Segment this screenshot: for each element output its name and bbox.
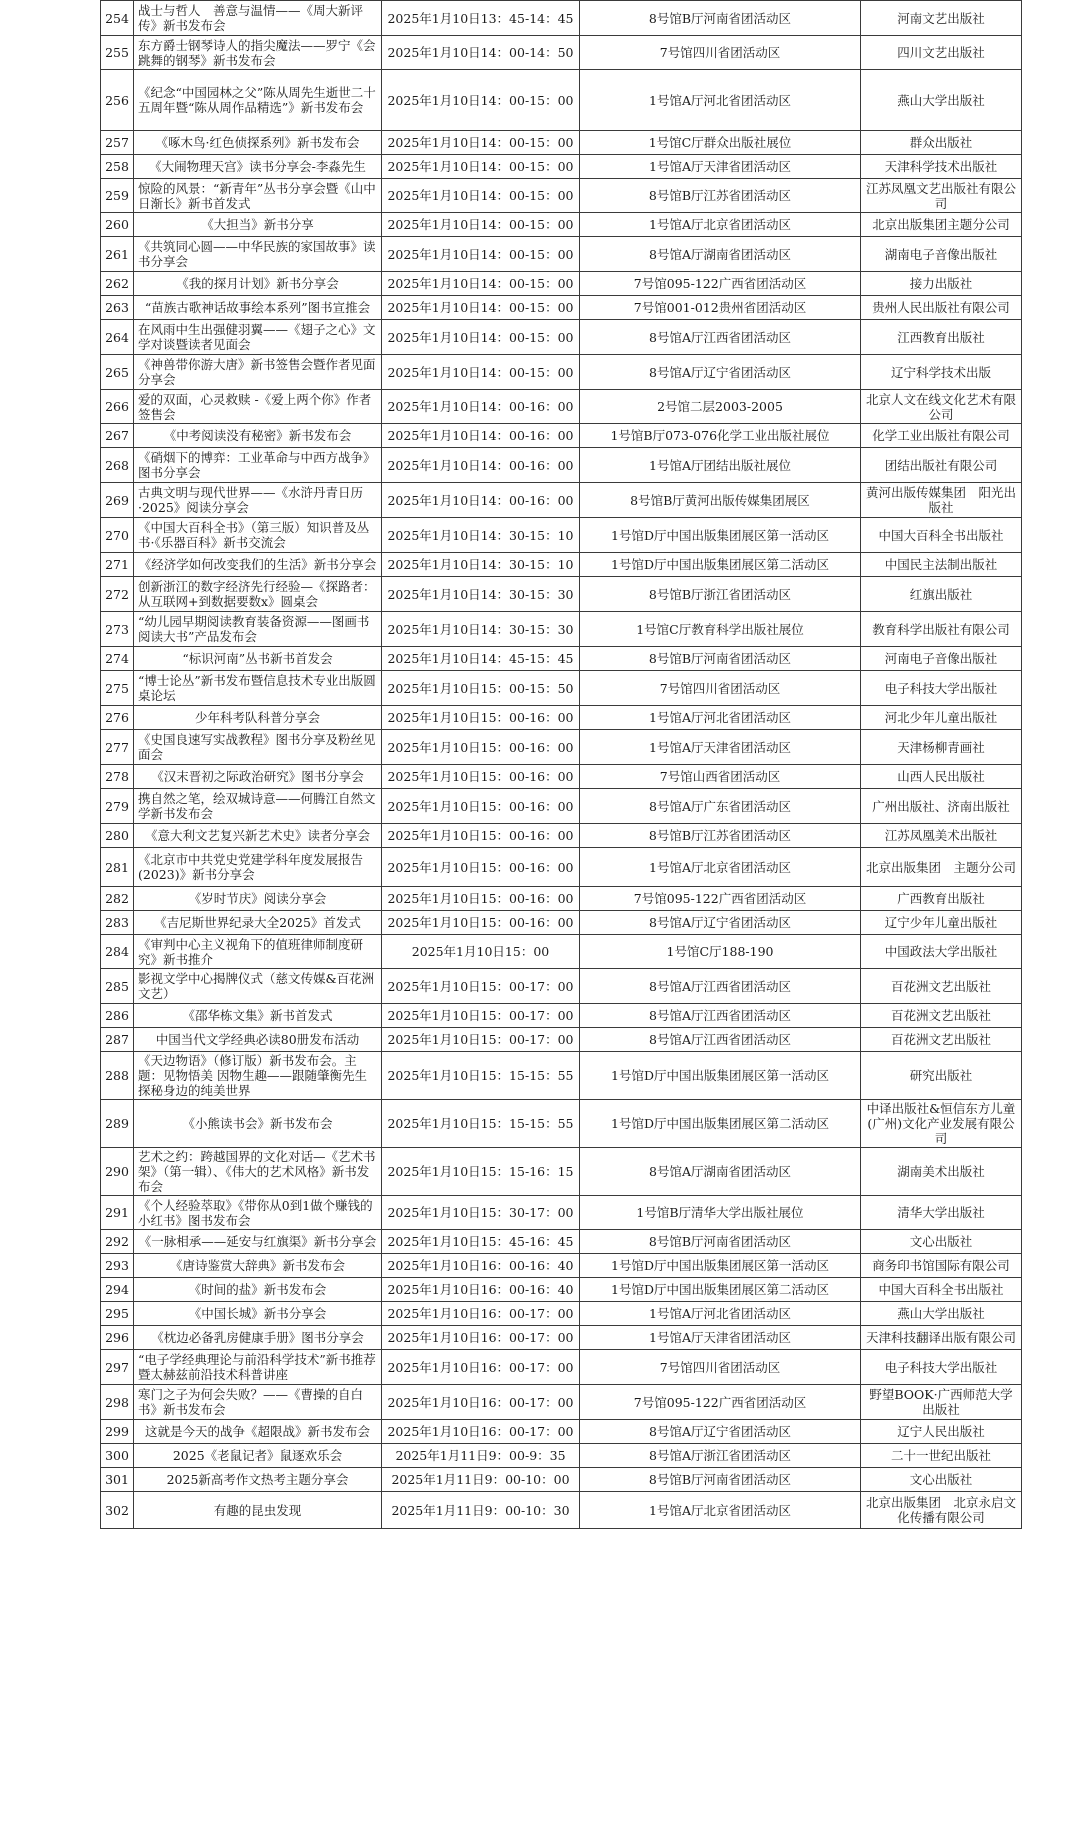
table-row bbox=[101, 1278, 1022, 1302]
row-number: 272 bbox=[101, 577, 134, 612]
event-venue: 1号馆A厅河北省团活动区 bbox=[580, 706, 861, 730]
event-venue: 8号馆A厅江西省团活动区 bbox=[580, 969, 861, 1004]
event-title: 少年科考队科普分享会 bbox=[134, 706, 382, 730]
event-time: 2025年1月10日16：00-17：00 bbox=[382, 1302, 580, 1326]
table-row bbox=[101, 36, 1022, 70]
event-time: 2025年1月10日14：00-16：00 bbox=[382, 424, 580, 448]
row-number: 269 bbox=[101, 483, 134, 518]
event-title: 《小熊读书会》新书发布会 bbox=[134, 1100, 382, 1148]
event-time: 2025年1月10日14：00-15：00 bbox=[382, 320, 580, 355]
table-row bbox=[101, 911, 1022, 935]
table-row bbox=[101, 155, 1022, 179]
event-venue: 1号馆A厅天津省团活动区 bbox=[580, 730, 861, 765]
row-number: 296 bbox=[101, 1326, 134, 1350]
row-number: 300 bbox=[101, 1444, 134, 1468]
event-venue: 8号馆A厅广东省团活动区 bbox=[580, 789, 861, 824]
table-row bbox=[101, 1, 1022, 36]
table-row bbox=[101, 887, 1022, 911]
event-publisher: 江苏凤凰美术出版社 bbox=[861, 824, 1022, 848]
event-time: 2025年1月10日15：15-16：15 bbox=[382, 1148, 580, 1196]
event-title: 惊险的风景：“新青年”丛书分享会暨《山中日渐长》新书首发式 bbox=[134, 179, 382, 213]
event-venue: 1号馆A厅团结出版社展位 bbox=[580, 448, 861, 483]
table-row bbox=[101, 1230, 1022, 1254]
event-title: 《经济学如何改变我们的生活》新书分享会 bbox=[134, 553, 382, 577]
event-time: 2025年1月10日15：00-16：00 bbox=[382, 911, 580, 935]
event-publisher: 二十一世纪出版社 bbox=[861, 1444, 1022, 1468]
event-venue: 1号馆D厅中国出版集团展区第二活动区 bbox=[580, 553, 861, 577]
row-number: 297 bbox=[101, 1350, 134, 1385]
row-number: 264 bbox=[101, 320, 134, 355]
table-row bbox=[101, 1444, 1022, 1468]
event-publisher: 贵州人民出版社有限公司 bbox=[861, 296, 1022, 320]
row-number: 284 bbox=[101, 935, 134, 969]
event-time: 2025年1月10日16：00-17：00 bbox=[382, 1420, 580, 1444]
event-publisher: 广西教育出版社 bbox=[861, 887, 1022, 911]
event-venue: 1号馆A厅北京省团活动区 bbox=[580, 1492, 861, 1529]
event-time: 2025年1月10日15：00-17：00 bbox=[382, 1028, 580, 1052]
event-time: 2025年1月10日16：00-16：40 bbox=[382, 1278, 580, 1302]
event-publisher: 文心出版社 bbox=[861, 1468, 1022, 1492]
event-publisher: 北京出版集团 北京永启文化传播有限公司 bbox=[861, 1492, 1022, 1529]
table-row bbox=[101, 1052, 1022, 1100]
row-number: 292 bbox=[101, 1230, 134, 1254]
event-title: 艺术之约：跨越国界的文化对话—《艺术书架》（第一辑）、《伟大的艺术风格》新书发布会 bbox=[134, 1148, 382, 1196]
event-publisher: 清华大学出版社 bbox=[861, 1196, 1022, 1230]
event-title: 创新浙江的数字经济先行经验—《探路者：从互联网+到数据要数x》圆桌会 bbox=[134, 577, 382, 612]
event-title: 《枕边必备乳房健康手册》图书分享会 bbox=[134, 1326, 382, 1350]
event-publisher: 教育科学出版社有限公司 bbox=[861, 612, 1022, 647]
row-number: 279 bbox=[101, 789, 134, 824]
event-venue: 7号馆095-122广西省团活动区 bbox=[580, 887, 861, 911]
event-venue: 7号馆095-122广西省团活动区 bbox=[580, 272, 861, 296]
event-time: 2025年1月10日14：00-15：00 bbox=[382, 272, 580, 296]
row-number: 276 bbox=[101, 706, 134, 730]
row-number: 273 bbox=[101, 612, 134, 647]
row-number: 287 bbox=[101, 1028, 134, 1052]
event-title: 《中国大百科全书》（第三版）知识普及丛书·《乐器百科》新书交流会 bbox=[134, 518, 382, 553]
event-time: 2025年1月10日16：00-16：40 bbox=[382, 1254, 580, 1278]
row-number: 299 bbox=[101, 1420, 134, 1444]
row-number: 259 bbox=[101, 179, 134, 213]
event-publisher: 北京人文在线文化艺术有限公司 bbox=[861, 390, 1022, 424]
event-time: 2025年1月10日15：00-16：00 bbox=[382, 730, 580, 765]
event-title: 《史国良速写实战教程》图书分享及粉丝见面会 bbox=[134, 730, 382, 765]
table-row bbox=[101, 448, 1022, 483]
row-number: 295 bbox=[101, 1302, 134, 1326]
table-row bbox=[101, 706, 1022, 730]
event-time: 2025年1月10日15：00-16：00 bbox=[382, 824, 580, 848]
event-time: 2025年1月10日15：15-15：55 bbox=[382, 1052, 580, 1100]
event-title: 《意大利文艺复兴新艺术史》读者分享会 bbox=[134, 824, 382, 848]
table-row bbox=[101, 1100, 1022, 1148]
event-venue: 8号馆B厅河南省团活动区 bbox=[580, 647, 861, 671]
event-title: 携自然之笔，绘双城诗意——何腾江自然文学新书发布会 bbox=[134, 789, 382, 824]
event-title: 《纪念“中国园林之父”陈从周先生逝世二十五周年暨“陈从周作品精选”》新书发布会 bbox=[134, 70, 382, 131]
table-row bbox=[101, 789, 1022, 824]
event-publisher: 辽宁少年儿童出版社 bbox=[861, 911, 1022, 935]
event-venue: 8号馆B厅河南省团活动区 bbox=[580, 1, 861, 36]
event-title: 《大担当》新书分享 bbox=[134, 213, 382, 237]
event-title: 《时间的盐》新书发布会 bbox=[134, 1278, 382, 1302]
row-number: 260 bbox=[101, 213, 134, 237]
table-row bbox=[101, 969, 1022, 1004]
event-publisher: 黄河出版传媒集团 阳光出版社 bbox=[861, 483, 1022, 518]
event-title: 《大闹物理天宫》读书分享会-李淼先生 bbox=[134, 155, 382, 179]
event-time: 2025年1月10日14：00-16：00 bbox=[382, 483, 580, 518]
event-title: 寒门之子为何会失败？——《曹操的自白书》新书发布会 bbox=[134, 1385, 382, 1420]
row-number: 280 bbox=[101, 824, 134, 848]
event-venue: 8号馆B厅河南省团活动区 bbox=[580, 1468, 861, 1492]
event-publisher: 湖南美术出版社 bbox=[861, 1148, 1022, 1196]
event-venue: 1号馆C厅188-190 bbox=[580, 935, 861, 969]
row-number: 258 bbox=[101, 155, 134, 179]
table-row bbox=[101, 320, 1022, 355]
event-publisher: 山西人民出版社 bbox=[861, 765, 1022, 789]
event-venue: 1号馆D厅中国出版集团展区第二活动区 bbox=[580, 1278, 861, 1302]
table-row bbox=[101, 730, 1022, 765]
event-time: 2025年1月10日14：00-15：00 bbox=[382, 155, 580, 179]
table-row bbox=[101, 237, 1022, 272]
table-row bbox=[101, 1350, 1022, 1385]
event-title: 在风雨中生出强健羽翼——《翅子之心》文学对谈暨读者见面会 bbox=[134, 320, 382, 355]
event-venue: 2号馆二层2003-2005 bbox=[580, 390, 861, 424]
event-time: 2025年1月10日14：00-15：00 bbox=[382, 131, 580, 155]
event-venue: 8号馆A厅浙江省团活动区 bbox=[580, 1444, 861, 1468]
row-number: 256 bbox=[101, 70, 134, 131]
event-table-body bbox=[101, 1, 1022, 1529]
event-time: 2025年1月10日16：00-17：00 bbox=[382, 1350, 580, 1385]
event-time: 2025年1月10日14：00-15：00 bbox=[382, 296, 580, 320]
event-title: 东方爵士钢琴诗人的指尖魔法——罗宁《会跳舞的钢琴》新书发布会 bbox=[134, 36, 382, 70]
table-row bbox=[101, 390, 1022, 424]
event-venue: 7号馆山西省团活动区 bbox=[580, 765, 861, 789]
schedule-sheet bbox=[100, 0, 1016, 1529]
event-time: 2025年1月10日15：00-17：00 bbox=[382, 1004, 580, 1028]
event-time: 2025年1月10日16：00-17：00 bbox=[382, 1326, 580, 1350]
event-venue: 8号馆B厅江苏省团活动区 bbox=[580, 179, 861, 213]
table-row bbox=[101, 848, 1022, 887]
event-time: 2025年1月10日14：00-15：00 bbox=[382, 70, 580, 131]
event-time: 2025年1月10日14：30-15：30 bbox=[382, 577, 580, 612]
table-row bbox=[101, 1420, 1022, 1444]
table-row bbox=[101, 355, 1022, 390]
table-row bbox=[101, 1254, 1022, 1278]
event-venue: 1号馆A厅天津省团活动区 bbox=[580, 155, 861, 179]
event-title: 《天边物语》（修订版）新书发布会。主题：见物悟美 因物生趣——跟随肇衡先生探秘身边的纯美世界 bbox=[134, 1052, 382, 1100]
event-venue: 8号馆A厅辽宁省团活动区 bbox=[580, 355, 861, 390]
table-row bbox=[101, 577, 1022, 612]
event-title: 《啄木鸟·红色侦探系列》新书发布会 bbox=[134, 131, 382, 155]
table-row bbox=[101, 424, 1022, 448]
row-number: 290 bbox=[101, 1148, 134, 1196]
event-time: 2025年1月10日14：00-15：00 bbox=[382, 179, 580, 213]
event-venue: 7号馆四川省团活动区 bbox=[580, 1350, 861, 1385]
row-number: 267 bbox=[101, 424, 134, 448]
event-title: 《中考阅读没有秘密》新书发布会 bbox=[134, 424, 382, 448]
event-time: 2025年1月11日9：00-9：35 bbox=[382, 1444, 580, 1468]
table-row bbox=[101, 296, 1022, 320]
event-venue: 7号馆四川省团活动区 bbox=[580, 36, 861, 70]
event-time: 2025年1月10日15：00 bbox=[382, 935, 580, 969]
event-title: 《神兽带你游大唐》新书签售会暨作者见面分享会 bbox=[134, 355, 382, 390]
event-publisher: 广州出版社、济南出版社 bbox=[861, 789, 1022, 824]
table-row bbox=[101, 824, 1022, 848]
table-row bbox=[101, 1385, 1022, 1420]
event-time: 2025年1月10日16：00-17：00 bbox=[382, 1385, 580, 1420]
event-title: 中国当代文学经典必读80册发布活动 bbox=[134, 1028, 382, 1052]
event-title: 《一脉相承——延安与红旗渠》新书分享会 bbox=[134, 1230, 382, 1254]
event-title: 《北京市中共党史党建学科年度发展报告(2023)》新书分享会 bbox=[134, 848, 382, 887]
event-publisher: 电子科技大学出版社 bbox=[861, 1350, 1022, 1385]
table-row bbox=[101, 179, 1022, 213]
table-row bbox=[101, 1148, 1022, 1196]
event-title: “电子学经典理论与前沿科学技术”新书推荐暨太赫兹前沿技术科普讲座 bbox=[134, 1350, 382, 1385]
row-number: 277 bbox=[101, 730, 134, 765]
event-venue: 1号馆A厅北京省团活动区 bbox=[580, 213, 861, 237]
event-publisher: 天津杨柳青画社 bbox=[861, 730, 1022, 765]
event-publisher: 湖南电子音像出版社 bbox=[861, 237, 1022, 272]
event-time: 2025年1月10日15：00-16：00 bbox=[382, 887, 580, 911]
event-publisher: 野望BOOK·广西师范大学出版社 bbox=[861, 1385, 1022, 1420]
event-publisher: 百花洲文艺出版社 bbox=[861, 1028, 1022, 1052]
row-number: 275 bbox=[101, 671, 134, 706]
event-venue: 8号馆A厅江西省团活动区 bbox=[580, 320, 861, 355]
event-venue: 8号馆A厅湖南省团活动区 bbox=[580, 1148, 861, 1196]
table-row bbox=[101, 213, 1022, 237]
table-row bbox=[101, 272, 1022, 296]
table-row bbox=[101, 131, 1022, 155]
event-venue: 1号馆B厅清华大学出版社展位 bbox=[580, 1196, 861, 1230]
event-publisher: 河北少年儿童出版社 bbox=[861, 706, 1022, 730]
event-time: 2025年1月10日14：00-16：00 bbox=[382, 448, 580, 483]
event-time: 2025年1月10日14：00-15：00 bbox=[382, 355, 580, 390]
event-publisher: 江苏凤凰文艺出版社有限公司 bbox=[861, 179, 1022, 213]
event-venue: 7号馆095-122广西省团活动区 bbox=[580, 1385, 861, 1420]
table-row bbox=[101, 1004, 1022, 1028]
table-row bbox=[101, 647, 1022, 671]
event-venue: 7号馆四川省团活动区 bbox=[580, 671, 861, 706]
row-number: 282 bbox=[101, 887, 134, 911]
table-row bbox=[101, 1326, 1022, 1350]
event-title: 古典文明与现代世界——《水浒丹青日历·2025》阅读分享会 bbox=[134, 483, 382, 518]
table-row bbox=[101, 671, 1022, 706]
event-time: 2025年1月10日14：00-15：00 bbox=[382, 213, 580, 237]
event-publisher: 中国民主法制出版社 bbox=[861, 553, 1022, 577]
event-venue: 8号馆B厅河南省团活动区 bbox=[580, 1230, 861, 1254]
row-number: 271 bbox=[101, 553, 134, 577]
event-publisher: 电子科技大学出版社 bbox=[861, 671, 1022, 706]
event-time: 2025年1月10日14：00-16：00 bbox=[382, 390, 580, 424]
event-title: 《汉末晋初之际政治研究》图书分享会 bbox=[134, 765, 382, 789]
event-publisher: 群众出版社 bbox=[861, 131, 1022, 155]
row-number: 270 bbox=[101, 518, 134, 553]
event-venue: 8号馆B厅黄河出版传媒集团展区 bbox=[580, 483, 861, 518]
row-number: 262 bbox=[101, 272, 134, 296]
table-row bbox=[101, 70, 1022, 131]
event-title: 《硝烟下的博弈：工业革命与中西方战争》图书分享会 bbox=[134, 448, 382, 483]
event-publisher: 团结出版社有限公司 bbox=[861, 448, 1022, 483]
event-venue: 1号馆B厅073-076化学工业出版社展位 bbox=[580, 424, 861, 448]
event-publisher: 河南文艺出版社 bbox=[861, 1, 1022, 36]
event-publisher: 辽宁人民出版社 bbox=[861, 1420, 1022, 1444]
table-row bbox=[101, 1196, 1022, 1230]
event-time: 2025年1月10日15：00-16：00 bbox=[382, 789, 580, 824]
table-row bbox=[101, 935, 1022, 969]
event-title: 《个人经验萃取》《带你从0到1做个赚钱的小红书》图书发布会 bbox=[134, 1196, 382, 1230]
event-venue: 1号馆A厅河北省团活动区 bbox=[580, 70, 861, 131]
event-time: 2025年1月10日14：30-15：10 bbox=[382, 518, 580, 553]
table-row bbox=[101, 1028, 1022, 1052]
event-title: 《共筑同心圆——中华民族的家国故事》读书分享会 bbox=[134, 237, 382, 272]
row-number: 288 bbox=[101, 1052, 134, 1100]
event-publisher: 江西教育出版社 bbox=[861, 320, 1022, 355]
row-number: 266 bbox=[101, 390, 134, 424]
event-time: 2025年1月10日14：30-15：10 bbox=[382, 553, 580, 577]
event-venue: 1号馆A厅北京省团活动区 bbox=[580, 848, 861, 887]
event-title: 《审判中心主义视角下的值班律师制度研究》新书推介 bbox=[134, 935, 382, 969]
event-venue: 1号馆A厅河北省团活动区 bbox=[580, 1302, 861, 1326]
row-number: 298 bbox=[101, 1385, 134, 1420]
event-venue: 8号馆A厅江西省团活动区 bbox=[580, 1004, 861, 1028]
event-publisher: 文心出版社 bbox=[861, 1230, 1022, 1254]
row-number: 263 bbox=[101, 296, 134, 320]
table-row bbox=[101, 553, 1022, 577]
event-time: 2025年1月10日15：00-16：00 bbox=[382, 706, 580, 730]
event-venue: 8号馆B厅浙江省团活动区 bbox=[580, 577, 861, 612]
event-publisher: 百花洲文艺出版社 bbox=[861, 1004, 1022, 1028]
event-title: 2025新高考作文热考主题分享会 bbox=[134, 1468, 382, 1492]
row-number: 289 bbox=[101, 1100, 134, 1148]
table-row bbox=[101, 518, 1022, 553]
event-venue: 8号馆B厅江苏省团活动区 bbox=[580, 824, 861, 848]
row-number: 293 bbox=[101, 1254, 134, 1278]
event-venue: 1号馆D厅中国出版集团展区第一活动区 bbox=[580, 1254, 861, 1278]
event-title: 《吉尼斯世界纪录大全2025》首发式 bbox=[134, 911, 382, 935]
event-title: 爱的双面，心灵救赎 -《爱上两个你》作者签售会 bbox=[134, 390, 382, 424]
event-publisher: 商务印书馆国际有限公司 bbox=[861, 1254, 1022, 1278]
event-venue: 1号馆D厅中国出版集团展区第一活动区 bbox=[580, 518, 861, 553]
event-publisher: 北京出版集团主题分公司 bbox=[861, 213, 1022, 237]
event-venue: 1号馆C厅教育科学出版社展位 bbox=[580, 612, 861, 647]
event-title: 影视文学中心揭牌仪式（慈文传媒&百花洲文艺） bbox=[134, 969, 382, 1004]
event-venue: 8号馆A厅辽宁省团活动区 bbox=[580, 1420, 861, 1444]
event-time: 2025年1月10日15：45-16：45 bbox=[382, 1230, 580, 1254]
event-publisher: 河南电子音像出版社 bbox=[861, 647, 1022, 671]
event-publisher: 百花洲文艺出版社 bbox=[861, 969, 1022, 1004]
row-number: 278 bbox=[101, 765, 134, 789]
event-publisher: 天津科学技术出版社 bbox=[861, 155, 1022, 179]
event-time: 2025年1月10日15：00-16：00 bbox=[382, 848, 580, 887]
event-time: 2025年1月11日9：00-10：30 bbox=[382, 1492, 580, 1529]
table-row bbox=[101, 483, 1022, 518]
event-publisher: 四川文艺出版社 bbox=[861, 36, 1022, 70]
row-number: 291 bbox=[101, 1196, 134, 1230]
event-time: 2025年1月10日15：00-15：50 bbox=[382, 671, 580, 706]
table-row bbox=[101, 1468, 1022, 1492]
event-publisher: 中国大百科全书出版社 bbox=[861, 518, 1022, 553]
event-publisher: 研究出版社 bbox=[861, 1052, 1022, 1100]
event-title: “博士论丛”新书发布暨信息技术专业出版圆桌论坛 bbox=[134, 671, 382, 706]
event-title: 这就是今天的战争《超限战》新书发布会 bbox=[134, 1420, 382, 1444]
event-publisher: 燕山大学出版社 bbox=[861, 1302, 1022, 1326]
event-publisher: 红旗出版社 bbox=[861, 577, 1022, 612]
event-time: 2025年1月10日15：30-17：00 bbox=[382, 1196, 580, 1230]
event-venue: 8号馆A厅湖南省团活动区 bbox=[580, 237, 861, 272]
event-publisher: 中国政法大学出版社 bbox=[861, 935, 1022, 969]
row-number: 281 bbox=[101, 848, 134, 887]
event-table bbox=[100, 0, 1022, 1529]
event-time: 2025年1月10日15：00-16：00 bbox=[382, 765, 580, 789]
row-number: 286 bbox=[101, 1004, 134, 1028]
event-title: 《中国长城》新书分享会 bbox=[134, 1302, 382, 1326]
event-publisher: 化学工业出版社有限公司 bbox=[861, 424, 1022, 448]
event-publisher: 燕山大学出版社 bbox=[861, 70, 1022, 131]
event-title: “标识河南”丛书新书首发会 bbox=[134, 647, 382, 671]
row-number: 255 bbox=[101, 36, 134, 70]
row-number: 274 bbox=[101, 647, 134, 671]
event-title: 《我的探月计划》新书分享会 bbox=[134, 272, 382, 296]
event-venue: 1号馆C厅群众出版社展位 bbox=[580, 131, 861, 155]
event-time: 2025年1月10日14：00-15：00 bbox=[382, 237, 580, 272]
event-publisher: 北京出版集团 主题分公司 bbox=[861, 848, 1022, 887]
table-row bbox=[101, 1492, 1022, 1529]
event-venue: 1号馆D厅中国出版集团展区第二活动区 bbox=[580, 1100, 861, 1148]
row-number: 302 bbox=[101, 1492, 134, 1529]
event-venue: 7号馆001-012贵州省团活动区 bbox=[580, 296, 861, 320]
event-time: 2025年1月10日13：45-14：45 bbox=[382, 1, 580, 36]
event-publisher: 中译出版社&恒信东方儿童(广州)文化产业发展有限公司 bbox=[861, 1100, 1022, 1148]
table-row bbox=[101, 765, 1022, 789]
event-venue: 1号馆A厅天津省团活动区 bbox=[580, 1326, 861, 1350]
event-venue: 8号馆A厅辽宁省团活动区 bbox=[580, 911, 861, 935]
row-number: 294 bbox=[101, 1278, 134, 1302]
event-title: 《岁时节庆》阅读分享会 bbox=[134, 887, 382, 911]
event-venue: 8号馆A厅江西省团活动区 bbox=[580, 1028, 861, 1052]
event-title: 有趣的昆虫发现 bbox=[134, 1492, 382, 1529]
row-number: 283 bbox=[101, 911, 134, 935]
event-publisher: 接力出版社 bbox=[861, 272, 1022, 296]
event-publisher: 天津科技翻译出版有限公司 bbox=[861, 1326, 1022, 1350]
event-publisher: 辽宁科学技术出版 bbox=[861, 355, 1022, 390]
event-time: 2025年1月11日9：00-10：00 bbox=[382, 1468, 580, 1492]
event-title: “苗族古歌神话故事绘本系列”图书宣推会 bbox=[134, 296, 382, 320]
row-number: 301 bbox=[101, 1468, 134, 1492]
event-time: 2025年1月10日14：30-15：30 bbox=[382, 612, 580, 647]
row-number: 257 bbox=[101, 131, 134, 155]
event-time: 2025年1月10日14：00-14：50 bbox=[382, 36, 580, 70]
event-publisher: 中国大百科全书出版社 bbox=[861, 1278, 1022, 1302]
event-title: 战士与哲人 善意与温情——《周大新评传》新书发布会 bbox=[134, 1, 382, 36]
event-title: 2025《老鼠记者》鼠逐欢乐会 bbox=[134, 1444, 382, 1468]
event-time: 2025年1月10日15：15-15：55 bbox=[382, 1100, 580, 1148]
event-venue: 1号馆D厅中国出版集团展区第一活动区 bbox=[580, 1052, 861, 1100]
row-number: 254 bbox=[101, 1, 134, 36]
event-title: 《邵华栋文集》新书首发式 bbox=[134, 1004, 382, 1028]
row-number: 261 bbox=[101, 237, 134, 272]
table-row bbox=[101, 612, 1022, 647]
row-number: 268 bbox=[101, 448, 134, 483]
event-time: 2025年1月10日14：45-15：45 bbox=[382, 647, 580, 671]
event-time: 2025年1月10日15：00-17：00 bbox=[382, 969, 580, 1004]
event-title: “幼儿园早期阅读教育装备资源——图画书阅读大书”产品发布会 bbox=[134, 612, 382, 647]
row-number: 265 bbox=[101, 355, 134, 390]
row-number: 285 bbox=[101, 969, 134, 1004]
table-row bbox=[101, 1302, 1022, 1326]
event-title: 《唐诗鉴赏大辞典》新书发布会 bbox=[134, 1254, 382, 1278]
